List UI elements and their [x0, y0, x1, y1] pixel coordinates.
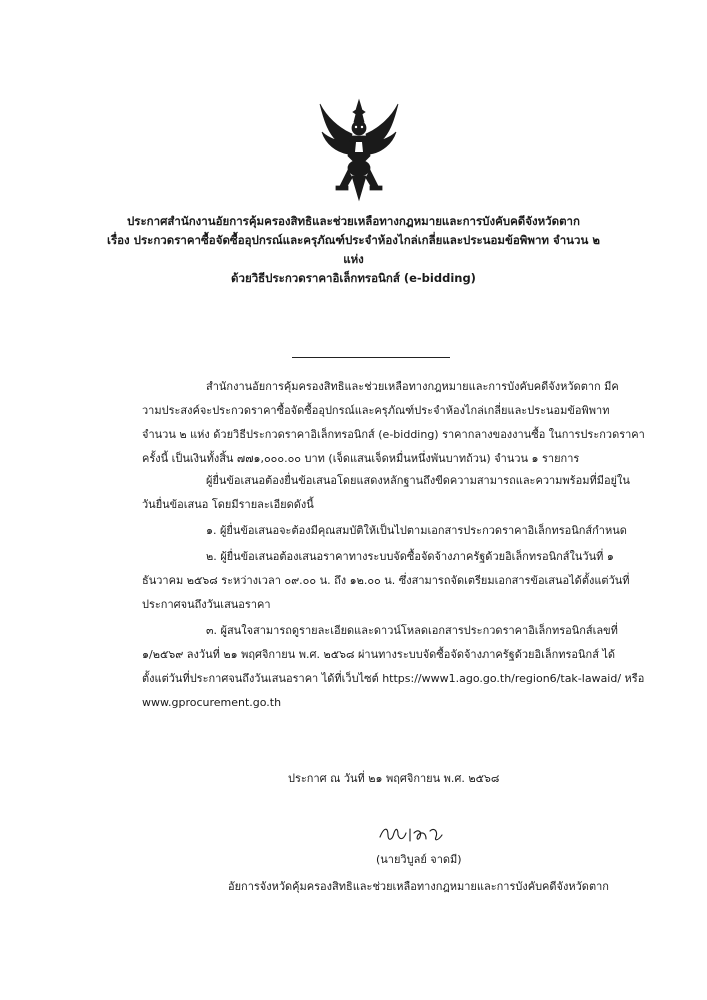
requirement-item-3-line-2: ๑/๒๕๖๙ ลงวันที่ ๒๑ พฤศจิกายน พ.ศ. ๒๕๖๘ ผ่านทางระบบจัดซื้อจัดจ้างภาครัฐด้วยอิเล็กทรอนิกส์ ได้ [142, 648, 616, 661]
body-paragraph-1-line-3: จำนวน ๒ แห่ง ด้วยวิธีประกวดราคาอิเล็กทรอนิกส์ (e-bidding) ราคากลางของงานซื้อ ในการประกวดราคา [142, 428, 645, 441]
title-line-1: ประกาศสำนักงานอัยการคุ้มครองสิทธิและช่วยเหลือทางกฎหมายและการบังคับคดีจังหวัดตาก [127, 214, 580, 228]
signer-title: อัยการจังหวัดคุ้มครองสิทธิและช่วยเหลือทางกฎหมายและการบังคับคดีจังหวัดตาก [228, 880, 609, 893]
requirement-item-1: ๑. ผู้ยื่นข้อเสนอจะต้องมีคุณสมบัติให้เป็นไปตามเอกสารประกวดราคาอิเล็กทรอนิกส์กำหนด [206, 524, 627, 537]
body-paragraph-2-line-2: วันยื่นข้อเสนอ โดยมีรายละเอียดดังนี้ [142, 498, 314, 511]
garuda-emblem-icon [318, 98, 400, 202]
body-paragraph-2-line-1: ผู้ยื่นข้อเสนอต้องยื่นข้อเสนอโดยแสดงหลักฐานถึงขีดความสามารถและความพร้อมที่มีอยู่ใน [206, 474, 630, 487]
requirement-item-3-line-3: ตั้งแต่วันที่ประกาศจนถึงวันเสนอราคา ได้ที่เว็บไซต์ https://www1.ago.go.th/region6/tak-lawaid/ หรือ [142, 672, 645, 685]
requirement-item-3-line-1: ๓. ผู้สนใจสามารถดูรายละเอียดและดาวน์โหลดเอกสารประกวดราคาอิเล็กทรอนิกส์เลขที่ [206, 624, 618, 637]
announcement-date: ประกาศ ณ วันที่ ๒๑ พฤศจิกายน พ.ศ. ๒๕๖๘ [288, 772, 500, 785]
body-paragraph-1-line-2: วามประสงค์จะประกวดราคาซื้อจัดซื้ออุปกรณ์และครุภัณฑ์ประจำห้องไกล่เกลี่ยและประนอมข้อพิพาท [142, 404, 610, 417]
requirement-item-2-line-1: ๒. ผู้ยื่นข้อเสนอต้องเสนอราคาทางระบบจัดซื้อจัดจ้างภาครัฐด้วยอิเล็กทรอนิกส์ในวันที่ ๑ [206, 550, 614, 563]
procurement-website-link[interactable]: www.gprocurement.go.th [142, 696, 282, 709]
announcement-title [60, 212, 647, 288]
body-paragraph-1-line-1: สำนักงานอัยการคุ้มครองสิทธิและช่วยเหลือทางกฎหมายและการบังคับคดีจังหวัดตาก มีค [206, 380, 619, 393]
requirement-item-2-line-3: ประกาศจนถึงวันเสนอราคา [142, 598, 271, 611]
body-paragraph-1-line-4: ครั้งนี้ เป็นเงินทั้งสิ้น ๗๗๑,๐๐๐.๐๐ บาท (เจ็ดแสนเจ็ดหมื่นหนึ่งพันบาทถ้วน) จำนวน ๑ รายการ [142, 452, 580, 465]
title-line-3: แห่ง [343, 252, 364, 266]
title-line-2: เรื่อง ประกวดราคาซื้อจัดซื้ออุปกรณ์และครุภัณฑ์ประจำห้องไกล่เกลี่ยและประนอมข้อพิพาท จำนวน ๒ [107, 233, 600, 247]
requirement-item-2-line-2: ธันวาคม ๒๕๖๘ ระหว่างเวลา ๐๙.๐๐ น. ถึง ๑๒.๐๐ น. ซึ่งสามารถจัดเตรียมเอกสารข้อเสนอได้ตั้งแต่วันที่ [142, 574, 630, 587]
signer-name: (นายวิบูลย์ จาดมี) [376, 853, 462, 866]
handwritten-signature [376, 823, 446, 845]
title-line-4: ด้วยวิธีประกวดราคาอิเล็กทรอนิกส์ (e-bidding) [231, 271, 476, 285]
title-divider [292, 357, 450, 358]
